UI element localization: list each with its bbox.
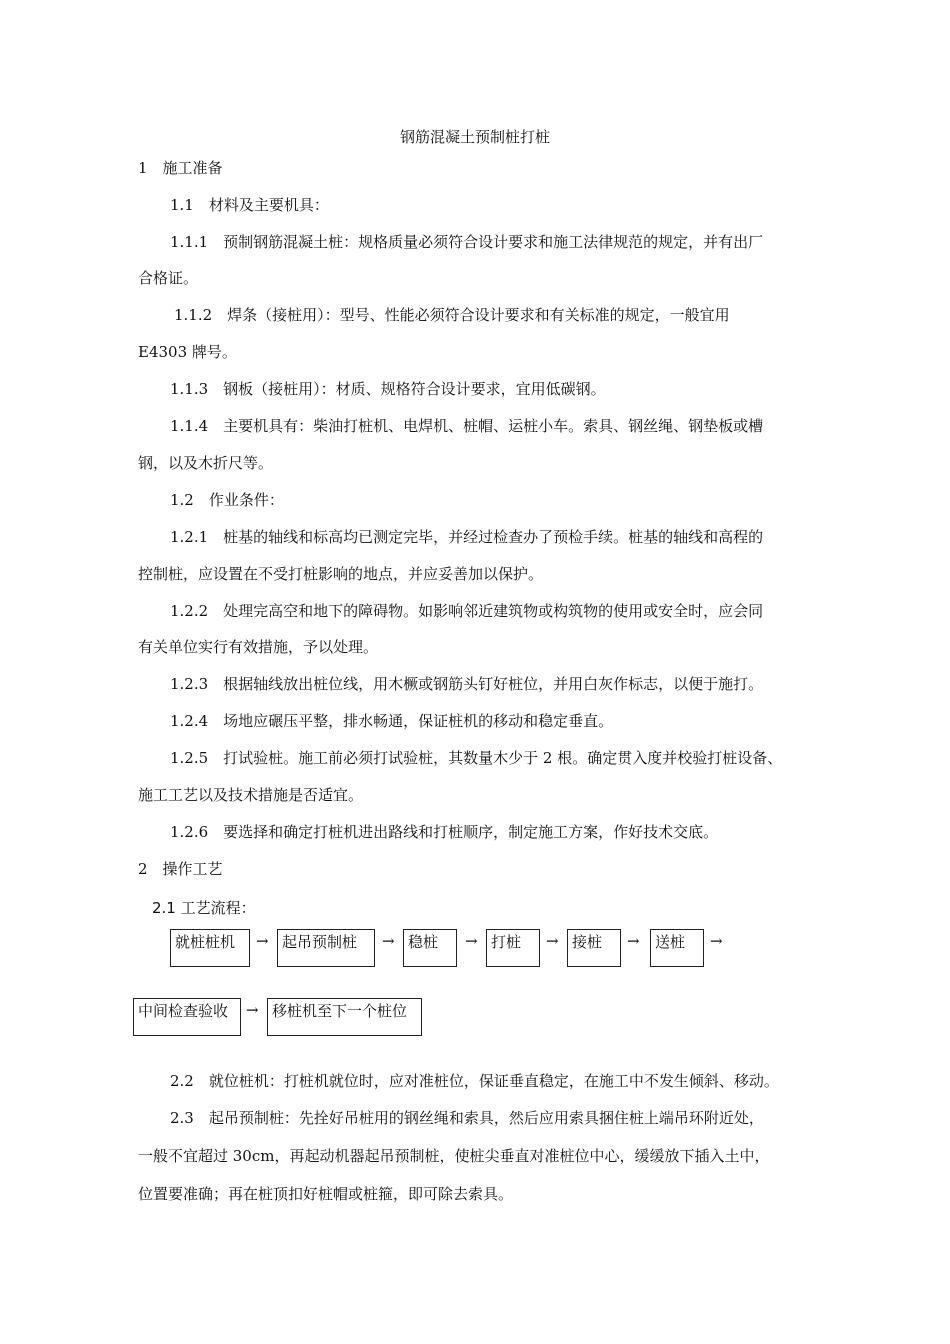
flow-step-4: 打桩 — [486, 929, 540, 967]
paragraph-1-2-6: 1.2.6 要选择和确定打桩机进出路线和打桩顺序，制定施工方案，作好技术交底。 — [170, 823, 719, 841]
paragraph-2-2: 2.2 就位桩机：打桩机就位时，应对准桩位，保证垂直稳定，在施工中不发生倾斜、移动。 — [170, 1072, 779, 1090]
paragraph-1-1-2-line-2: E4303 牌号。 — [138, 343, 237, 361]
paragraph-1-1-2-line-1: 1.1.2 焊条（接桩用）：型号、性能必须符合设计要求和有关标准的规定，一般宜用 — [174, 306, 730, 324]
paragraph-1-1-1-line-2: 合格证。 — [138, 269, 199, 287]
flow-arrow: → — [382, 932, 395, 950]
flow-step-3: 稳桩 — [403, 929, 457, 967]
section-heading-1-1: 1.1 材料及主要机具： — [170, 196, 329, 214]
paragraph-2-3-line-1: 2.3 起吊预制桩：先拴好吊桩用的钢丝绳和索具，然后应用索具捆住桩上端吊环附近处， — [170, 1109, 764, 1127]
flow-arrow: → — [710, 932, 723, 950]
paragraph-2-3-line-2: 一般不宜超过 30cm，再起动机器起吊预制桩，使桩尖垂直对准桩位中心，缓缓放下插入土中， — [138, 1147, 770, 1165]
flow-arrow: → — [246, 1001, 259, 1019]
paragraph-1-2-3: 1.2.3 根据轴线放出桩位线，用木橛或钢筋头钉好桩位，并用白灰作标志，以便于施打。 — [170, 675, 764, 693]
flow-step-5: 接桩 — [567, 929, 621, 967]
section-heading-1-2: 1.2 作业条件： — [170, 491, 284, 509]
paragraph-1-2-1-line-1: 1.2.1 桩基的轴线和标高均已测定完毕，并经过检查办了预检手续。桩基的轴线和高程的 — [170, 528, 764, 546]
paragraph-1-2-5-line-1: 1.2.5 打试验桩。施工前必须打试验桩，其数量木少于 2 根。确定贯入度并校验打桩设备、 — [170, 749, 783, 767]
paragraph-1-1-1-line-1: 1.1.1 预制钢筋混凝土桩：规格质量必须符合设计要求和施工法律规范的规定，并有出厂 — [170, 233, 764, 251]
paragraph-1-2-5-line-2: 施工工艺以及技术措施是否适宜。 — [138, 786, 364, 804]
paragraph-1-1-4-line-1: 1.1.4 主要机具有：柴油打桩机、电焊机、桩帽、运桩小车。索具、钢丝绳、钢垫板或槽 — [170, 417, 764, 435]
flow-arrow: → — [256, 932, 269, 950]
section-heading-2: 2 操作工艺 — [138, 860, 223, 878]
flow-step-1: 就桩桩机 — [170, 929, 250, 967]
paragraph-1-2-2-line-1: 1.2.2 处理完高空和地下的障碍物。如影响邻近建筑物或构筑物的使用或安全时，应会同 — [170, 602, 764, 620]
flow-step-8: 移桩机至下一个桩位 — [267, 998, 422, 1036]
flow-arrow: → — [465, 932, 478, 950]
section-heading-2-1: 2.1 工艺流程： — [152, 899, 256, 917]
paragraph-1-1-4-line-2: 钢，以及木折尺等。 — [138, 454, 274, 472]
paragraph-1-2-1-line-2: 控制桩，应设置在不受打桩影响的地点，并应妥善加以保护。 — [138, 565, 544, 583]
paragraph-2-3-line-3: 位置要准确；再在桩顶扣好桩帽或桩箍，即可除去索具。 — [138, 1185, 514, 1203]
page-title: 钢筋混凝土预制桩打桩 — [399, 128, 550, 146]
paragraph-1-2-2-line-2: 有关单位实行有效措施，予以处理。 — [138, 638, 379, 656]
section-heading-1: 1 施工准备 — [138, 159, 223, 177]
flow-step-2: 起吊预制桩 — [277, 929, 375, 967]
paragraph-1-2-4: 1.2.4 场地应碾压平整，排水畅通，保证桩机的移动和稳定垂直。 — [170, 712, 614, 730]
flow-step-7: 中间检查验收 — [133, 998, 241, 1036]
flow-arrow: → — [627, 932, 640, 950]
flow-step-6: 送桩 — [650, 929, 704, 967]
flow-arrow: → — [546, 932, 559, 950]
paragraph-1-1-3: 1.1.3 钢板（接桩用）：材质、规格符合设计要求，宜用低碳钢。 — [170, 380, 606, 398]
